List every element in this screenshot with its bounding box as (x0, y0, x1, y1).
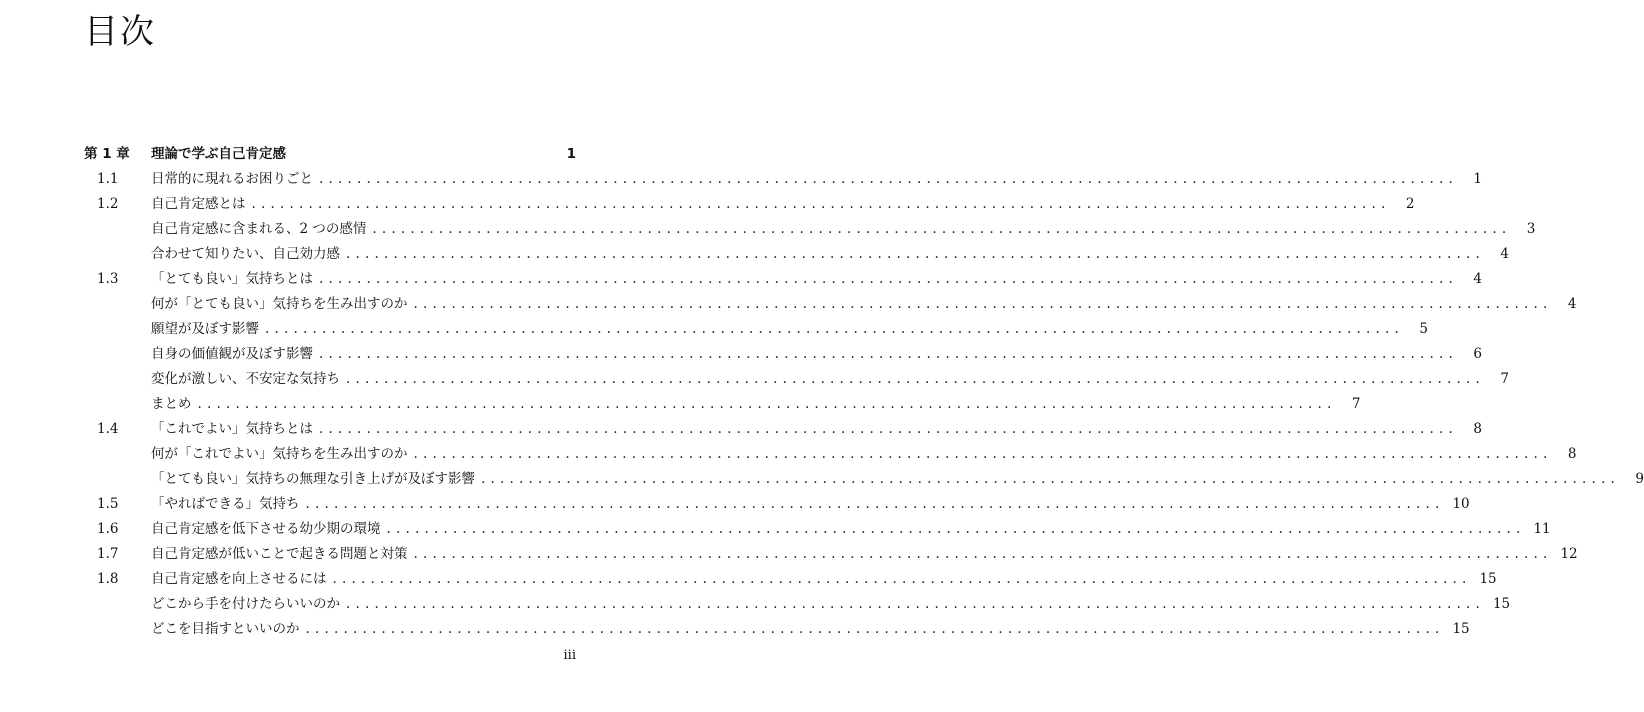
page-number: 7 (1351, 396, 1361, 412)
section-number: 1.3 (97, 271, 119, 287)
entry-title: まとめ (151, 396, 192, 412)
toc-entry[interactable] (84, 242, 1509, 267)
toc-entry[interactable] (84, 542, 1578, 567)
entry-title: 自己肯定感とは (151, 196, 246, 212)
section-number: 1.6 (97, 521, 119, 537)
page-number: 4 (1567, 296, 1577, 312)
section-number: 1.4 (97, 421, 119, 437)
toc-entry-list (84, 167, 1644, 642)
toc-entry[interactable] (84, 292, 1577, 317)
entry-title: 何が「とても良い」気持ちを生み出すのか (151, 296, 408, 312)
entry-title: 自己肯定感を向上させるには (151, 571, 327, 587)
dot-leader: ........................................................................................................................ (413, 446, 1553, 462)
toc-heading: 目次 (84, 12, 156, 52)
toc-entry[interactable] (84, 392, 1361, 417)
section-number: 1.7 (97, 546, 119, 562)
page-number: 9 (1635, 471, 1644, 487)
page-number: 1 (1473, 171, 1482, 187)
chapter-entry[interactable] (84, 141, 576, 167)
toc-entry[interactable] (84, 342, 1482, 367)
dot-leader: ........................................................................................................................ (319, 421, 1458, 437)
toc-entry[interactable] (84, 567, 1497, 592)
page-folio: iii (563, 648, 576, 663)
toc-entry[interactable] (84, 267, 1482, 292)
dot-leader: ........................................................................................................................ (319, 171, 1458, 187)
toc-entry[interactable] (84, 442, 1577, 467)
dot-leader: ........................................................................................................................ (265, 321, 1404, 337)
entry-title: 「やればできる」気持ち (151, 496, 300, 512)
entry-title: 自己肯定感を低下させる幼少期の環境 (151, 521, 381, 537)
toc-entry[interactable] (84, 467, 1644, 492)
page-number: 15 (1479, 571, 1497, 587)
page-number: 4 (1500, 246, 1509, 262)
page-number: 10 (1452, 496, 1470, 512)
page-number: 7 (1500, 371, 1509, 387)
page-number: 15 (1492, 596, 1511, 612)
entry-title: どこから手を付けたらいいのか (151, 596, 340, 612)
entry-title: 「とても良い」気持ちの無理な引き上げが及ぼす影響 (151, 471, 475, 487)
dot-leader: ........................................................................................................................ (319, 271, 1458, 287)
entry-title: どこを目指すといいのか (151, 621, 300, 637)
toc-entry[interactable] (84, 592, 1511, 617)
toc-entry[interactable] (84, 367, 1509, 392)
toc-entry[interactable] (84, 417, 1482, 442)
entry-title: 何が「これでよい」気持ちを生み出すのか (151, 446, 408, 462)
toc-entry[interactable] (84, 517, 1551, 542)
dot-leader: ........................................................................................................................ (372, 221, 1512, 237)
dot-leader: ........................................................................................................................ (346, 246, 1485, 262)
page-number: 5 (1419, 321, 1428, 337)
dot-leader: ........................................................................................................................ (251, 196, 1391, 212)
section-number: 1.1 (97, 171, 119, 187)
toc-entry[interactable] (84, 492, 1470, 517)
table-of-contents (84, 141, 1644, 642)
entry-title: 自己肯定感に含まれる、2 つの感情 (151, 221, 367, 237)
page-number: 8 (1567, 446, 1577, 462)
entry-title: 「これでよい」気持ちとは (151, 421, 313, 437)
page-number: 4 (1473, 271, 1482, 287)
page-number: 15 (1452, 621, 1470, 637)
page-number: 8 (1473, 421, 1482, 437)
dot-leader: ........................................................................................................................ (481, 471, 1620, 487)
section-number: 1.8 (97, 571, 119, 587)
entry-title: 「とても良い」気持ちとは (151, 271, 313, 287)
dot-leader: ........................................................................................................................ (413, 546, 1553, 562)
chapter-title: 理論で学ぶ自己肯定感 (151, 146, 286, 162)
entry-title: 自身の価値観が及ぼす影響 (151, 346, 313, 362)
entry-title: 変化が激しい、不安定な気持ち (151, 371, 340, 387)
dot-leader: ........................................................................................................................ (386, 521, 1526, 537)
dot-leader: ........................................................................................................................ (305, 496, 1445, 512)
entry-title: 日常的に現れるお困りごと (151, 171, 313, 187)
page-number: 2 (1405, 196, 1415, 212)
chapter-label: 第 1 章 (84, 146, 130, 162)
dot-leader: ........................................................................................................................ (346, 371, 1485, 387)
toc-entry[interactable] (84, 192, 1415, 217)
chapter-page-number: 1 (566, 146, 576, 162)
section-number: 1.5 (97, 496, 119, 512)
dot-leader: ........................................................................................................................ (305, 621, 1445, 637)
page-number: 3 (1526, 221, 1536, 237)
toc-entry[interactable] (84, 167, 1482, 192)
page-number: 6 (1473, 346, 1482, 362)
section-number: 1.2 (97, 196, 119, 212)
entry-title: 自己肯定感が低いことで起きる問題と対策 (151, 546, 408, 562)
dot-leader: ........................................................................................................................ (197, 396, 1337, 412)
entry-title: 合わせて知りたい、自己効力感 (151, 246, 340, 262)
dot-leader: ........................................................................................................................ (332, 571, 1472, 587)
dot-leader: ........................................................................................................................ (413, 296, 1553, 312)
toc-entry[interactable] (84, 617, 1470, 642)
page-number: 12 (1560, 546, 1578, 562)
dot-leader: ........................................................................................................................ (319, 346, 1458, 362)
dot-leader: ........................................................................................................................ (346, 596, 1485, 612)
page-number: 11 (1533, 521, 1551, 537)
entry-title: 願望が及ぼす影響 (151, 321, 259, 337)
toc-entry[interactable] (84, 317, 1428, 342)
toc-entry[interactable] (84, 217, 1536, 242)
